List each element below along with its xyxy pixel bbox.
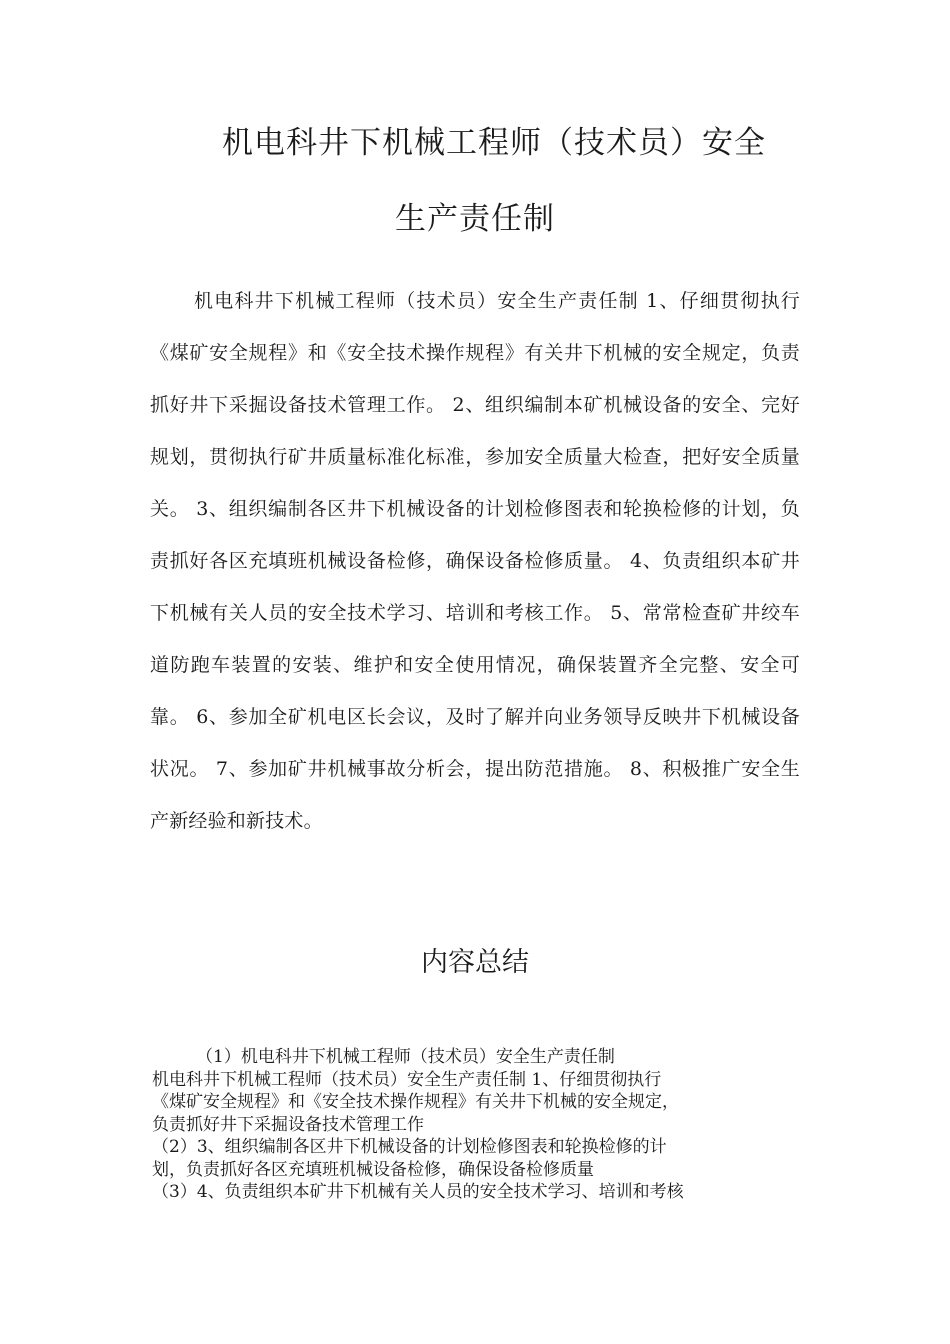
summary-line: 机电科井下机械工程师（技术员）安全生产责任制 1、仔细贯彻执行 (152, 1069, 662, 1090)
body-paragraph: 机电科井下机械工程师（技术员）安全生产责任制 1、仔细贯彻执行《煤矿安全规程》和《安全技术操作规程》有关井下机械的安全规定，负责抓好井下采掘设备技术管理工作。 2、组织编制本矿机械设备的安全、完好规划，贯彻执行矿井质量标准化标准，参加安全质量大检查，把好安全质量关。 3、组织编制各区井下机械设备的计划检修图表和轮换检修的计划，负责抓好各区充填班机械设备检修，确保设备检修质量。 4、负责组织本矿井下机械有关人员的安全技术学习、培训和考核工作。 5、常常检查矿井绞车道防跑车装置的安装、维护和安全使用情况，确保装置齐全完整、安全可靠。 6、参加全矿机电区长会议，及时了解并向业务领导反映井下机械设备状况。 7、参加矿井机械事故分析会，提出防范措施。 8、积极推广安全生产新经验和新技术。 (150, 290, 800, 832)
summary-heading: 内容总结 (421, 947, 529, 978)
document-title-line-2: 生产责任制 (395, 201, 555, 237)
summary-block (152, 1046, 802, 1204)
summary-line: 《煤矿安全规程》和《安全技术操作规程》有关井下机械的安全规定， (152, 1092, 679, 1112)
summary-line: 负责抓好井下采掘设备技术管理工作 (152, 1114, 424, 1135)
summary-line: （3）4、负责组织本矿井下机械有关人员的安全技术学习、培训和考核 (152, 1182, 684, 1202)
summary-line: 划，负责抓好各区充填班机械设备检修，确保设备检修质量 (152, 1159, 594, 1180)
document-title-line-1: 机电科井下机械工程师（技术员）安全 (222, 125, 766, 161)
summary-line: （1）机电科井下机械工程师（技术员）安全生产责任制 (196, 1047, 615, 1067)
summary-line: （2）3、组织编制各区井下机械设备的计划检修图表和轮换检修的计 (152, 1137, 667, 1157)
